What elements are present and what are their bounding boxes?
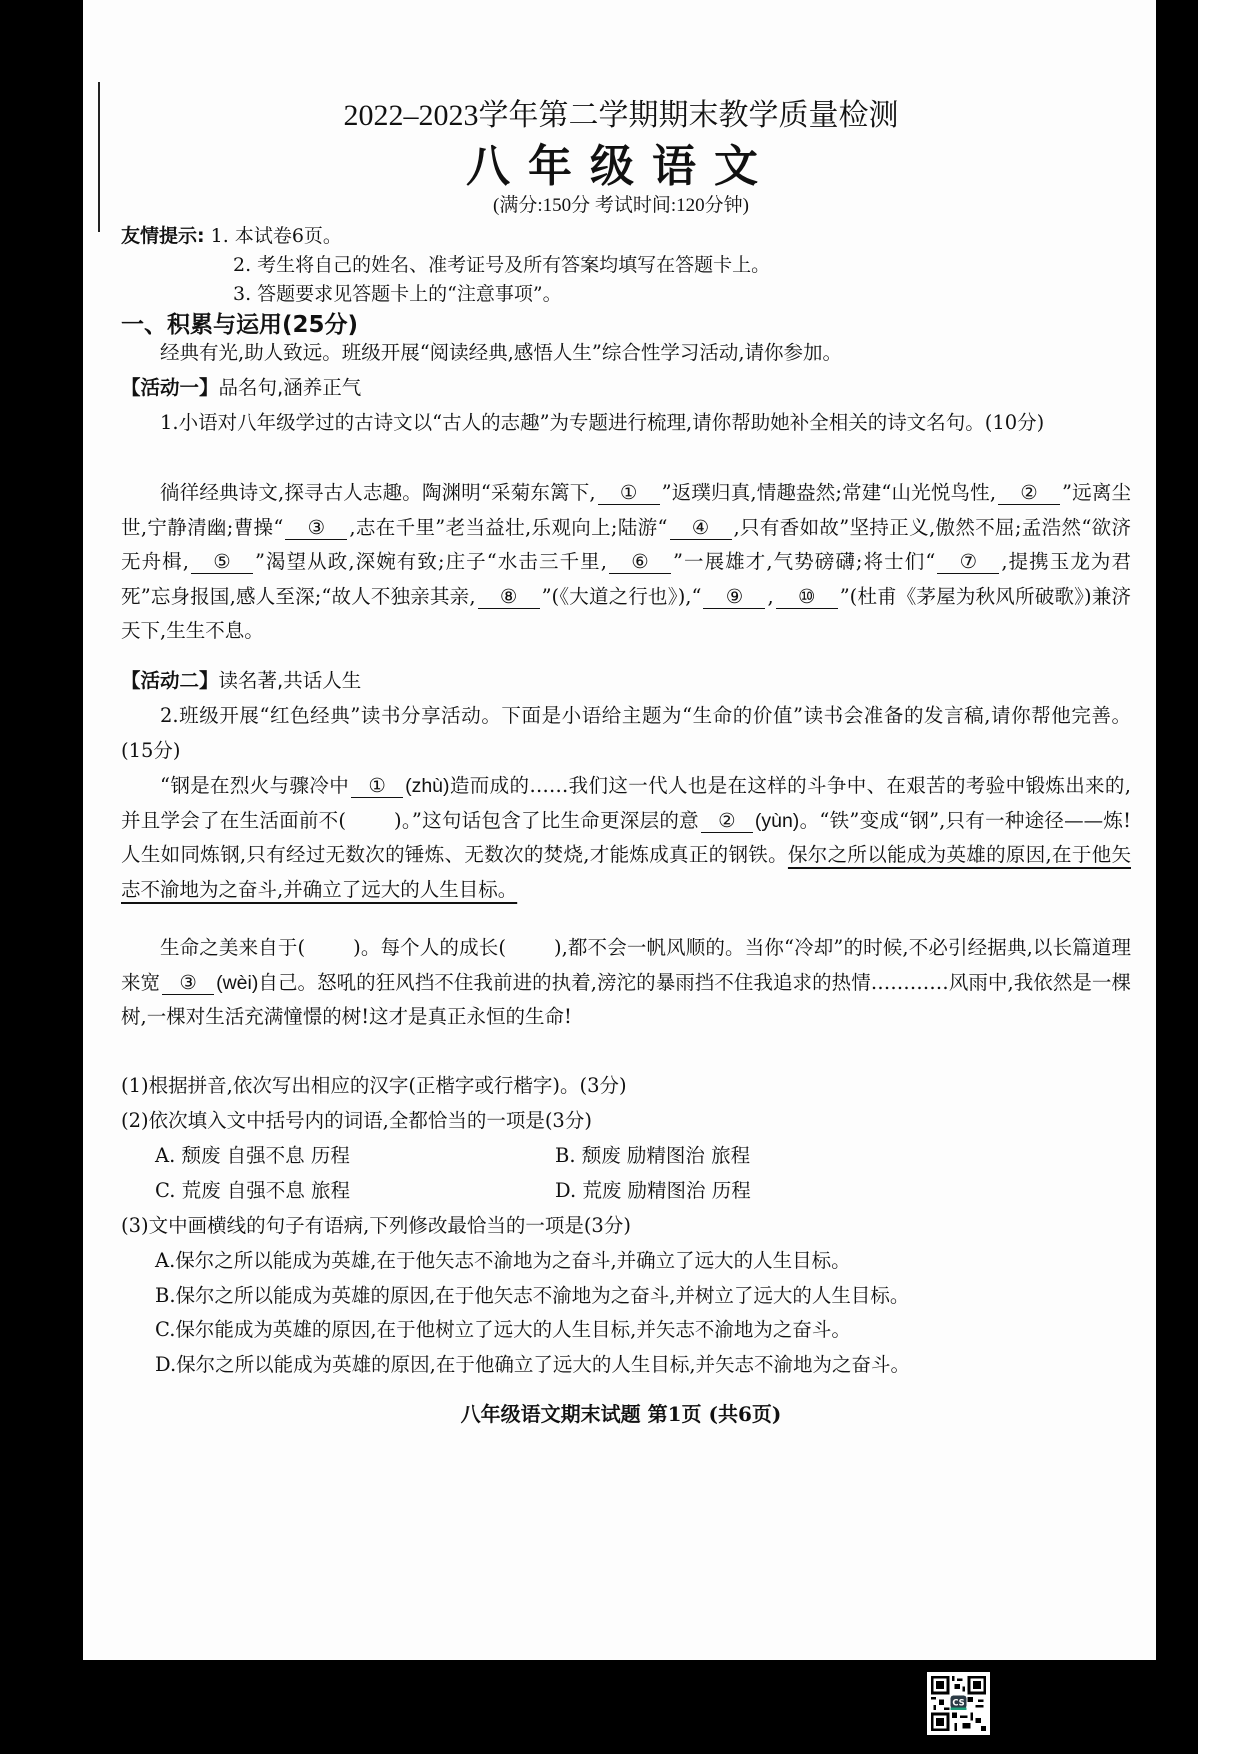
option-b[interactable]: B. 颓废 励精图治 旅程 — [555, 1144, 751, 1167]
sub-question-1: (1)根据拼音,依次写出相应的汉字(正楷字或行楷字)。(3分) — [121, 1074, 627, 1097]
option-c[interactable]: C. 荒废 自强不息 旅程 — [155, 1178, 351, 1202]
sub-question-2-options — [121, 1139, 1131, 1208]
tip-item: 3. 答题要求见答题卡上的“注意事项”。 — [233, 283, 562, 305]
option-d[interactable]: D.保尔之所以能成为英雄的原因,在于他确立了远大的人生目标,并矢志不渝地为之奋斗。 — [155, 1352, 911, 1376]
tips-label: 友情提示: — [121, 225, 205, 247]
option-a[interactable]: A. 颓废 自强不息 历程 — [155, 1144, 350, 1167]
activity2-heading — [121, 664, 1131, 699]
sub-question-2-stem: (2)依次填入文中括号内的词语,全都恰当的一项是(3分) — [121, 1109, 592, 1132]
sub-question-3-stem: (3)文中画横线的句子有语病,下列修改最恰当的一项是(3分) — [121, 1214, 631, 1237]
passage-text: , — [767, 584, 774, 608]
passage-text: 自己。怒吼的狂风挡不住我前进的执着,滂沱的暴雨挡不住我追求的热情…………风雨中,我依然是一棵树,一棵对生活充满憧憬的树!这才是真正永恒的生命! — [121, 970, 1131, 1028]
activity-label: 【活动二】 — [121, 669, 219, 692]
passage-text: 徜徉经典诗文,探寻古人志趣。陶渊明“采菊东篱下, — [160, 481, 596, 504]
question-1-stem: 1.小语对八年级学过的古诗文以“古人的志趣”为专题进行梳理,请你帮助她补全相关的诗文名句。(10分) — [160, 411, 1045, 434]
exam-page — [83, 0, 1156, 1660]
passage-text: ,志在千里”老当益壮,乐观向上;陆游“ — [349, 515, 668, 539]
tips-box — [121, 222, 770, 309]
passage-text: 生命之美来自于( — [160, 936, 306, 959]
passage-text: ”一展雄才,气势磅礴;将士们“ — [672, 550, 936, 573]
subject-title: 八年级语文 — [466, 141, 776, 192]
blank-pinyin-2[interactable]: ② — [701, 810, 753, 833]
blank-4[interactable]: ④ — [670, 517, 732, 540]
tip-item: 1. 本试卷6页。 — [210, 225, 342, 247]
pinyin: (wèi) — [216, 971, 259, 994]
exam-meta: (满分:150分 考试时间:120分钟) — [493, 195, 749, 216]
passage-text: ”远离尘世,宁静清幽;曹操“ — [121, 481, 1131, 539]
question-2-passage-1 — [121, 769, 1131, 907]
passage-text: )。”这句话包含了比生命更深层的意 — [394, 808, 699, 832]
scan-edge-right — [1198, 0, 1240, 1754]
page-footer: 八年级语文期末试题 第1页 (共6页) — [460, 1402, 782, 1426]
activity1-heading — [121, 371, 1131, 406]
passage-text: ”(《大道之行也》),“ — [541, 584, 702, 608]
option-c[interactable]: C.保尔能成为英雄的原因,在于他树立了远大的人生目标,并矢志不渝地为之奋斗。 — [155, 1318, 851, 1341]
passage-text: ,只有香如故”坚持正义,傲然不屈;孟浩然“欲济无舟楫, — [121, 515, 1132, 573]
activity-title: 读名著,共话人生 — [218, 669, 362, 692]
section-intro: 经典有光,助人致远。班级开展“阅读经典,感悟人生”综合性学习活动,请你参加。 — [160, 341, 843, 364]
scan-border-bottom — [83, 1660, 1156, 1754]
underlined-sentence: 保尔之所以能成为英雄的原因,在于他矢志不渝地为之奋斗,并确立了远大的人生目标。 — [121, 843, 1131, 901]
passage-text: ”渴望从政,深婉有致;庄子“水击三千里, — [254, 550, 607, 573]
section-heading: 一、积累与运用(25分) — [121, 312, 359, 338]
option-b[interactable]: B.保尔之所以能成为英雄的原因,在于他矢志不渝地为之奋斗,并树立了远大的人生目标。 — [155, 1283, 910, 1307]
passage-text: ,提携玉龙为君死”忘身报国,感人至深;“故人不独亲其亲, — [121, 550, 1132, 608]
blank-pinyin-3[interactable]: ③ — [162, 972, 214, 995]
scan-border-right — [1156, 0, 1198, 1754]
blank-8[interactable]: ⑧ — [478, 586, 540, 609]
blank-10[interactable]: ⑩ — [776, 586, 838, 609]
scan-border-left — [0, 0, 83, 1754]
passage-text: 造而成的……我们这一代人也是在这样的斗争中、在艰苦的考验中锻炼出来的,并且学会了在生活面前不( — [121, 774, 1131, 832]
question-1-passage — [121, 476, 1131, 649]
qr-code-icon[interactable] — [927, 1672, 990, 1735]
blank-1[interactable]: ① — [598, 482, 660, 505]
exam-title: 2022–2023学年第二学期期末教学质量检测 — [343, 99, 899, 132]
tip-item: 2. 考生将自己的姓名、准考证号及所有答案均填写在答题卡上。 — [233, 254, 771, 276]
blank-9[interactable]: ⑨ — [703, 586, 765, 609]
blank-3[interactable]: ③ — [285, 517, 347, 540]
passage-text: ”(杜甫《茅屋为秋风所破歌》)兼济天下,生生不息。 — [121, 584, 1132, 642]
sub-question-3-options — [121, 1244, 1131, 1382]
blank-7[interactable]: ⑦ — [937, 551, 999, 574]
question-2-passage-2 — [121, 931, 1131, 1035]
activity-label: 【活动一】 — [121, 376, 219, 399]
question-2-stem: 2.班级开展“红色经典”读书分享活动。下面是小语给主题为“生命的价值”读书会准备的发言稿,请你帮他完善。(15分) — [121, 704, 1131, 762]
option-a[interactable]: A.保尔之所以能成为英雄,在于他矢志不渝地为之奋斗,并确立了远大的人生目标。 — [155, 1249, 851, 1272]
passage-text: ”返璞归真,情趣盎然;常建“山光悦鸟性, — [661, 481, 997, 504]
qr-badge: CS — [952, 1697, 965, 1708]
binding-margin-line — [98, 82, 100, 232]
pinyin: (zhù) — [405, 775, 450, 797]
blank-5[interactable]: ⑤ — [191, 551, 253, 574]
passage-text: 。“铁”变成“钢”,只有一种途径——炼!人生如同炼钢,只有经过无数次的锤炼、无数次的焚烧,才能炼成真正的钢铁。 — [121, 808, 1131, 866]
passage-text: ),都不会一帆风顺的。当你“冷却”的时候,不必引经据典,以长篇道理来宽 — [121, 936, 1132, 994]
option-d[interactable]: D. 荒废 励精图治 历程 — [555, 1178, 751, 1202]
activity-title: 品名句,涵养正气 — [218, 376, 362, 399]
blank-pinyin-1[interactable]: ① — [351, 775, 403, 798]
passage-text: “钢是在烈火与骤冷中 — [160, 774, 350, 797]
qr-code-icon — [931, 1676, 986, 1731]
blank-6[interactable]: ⑥ — [609, 551, 671, 574]
passage-text: )。每个人的成长( — [353, 936, 506, 959]
pinyin: (yùn) — [754, 809, 800, 832]
blank-2[interactable]: ② — [998, 482, 1060, 505]
